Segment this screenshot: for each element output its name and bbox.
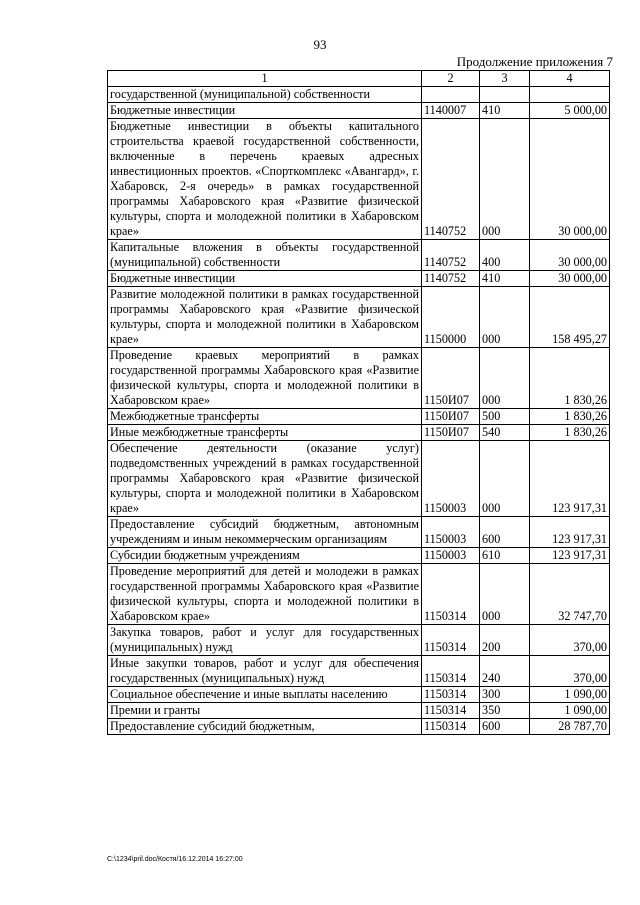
row-description: Иные закупки товаров, работ и услуг для обеспечения государственных (муниципальных) нужд — [108, 656, 422, 687]
row-description: Премии и гранты — [108, 703, 422, 719]
row-amount — [530, 87, 610, 103]
row-expense-type: 000 — [480, 119, 530, 240]
row-expense-type: 000 — [480, 564, 530, 625]
row-description: Обеспечение деятельности (оказание услуг) подведомственных учреждений в рамках государственной программы Хабаровского края «Развитие физической культуры, спорта и молодежной политики в Хабаровском крае» — [108, 441, 422, 517]
row-expense-type: 200 — [480, 625, 530, 656]
row-code: 1150314 — [422, 564, 480, 625]
row-expense-type: 000 — [480, 287, 530, 348]
table-row — [108, 119, 610, 240]
row-code: 1150000 — [422, 287, 480, 348]
table-row — [108, 103, 610, 119]
column-header: 2 — [422, 71, 480, 87]
row-code — [422, 87, 480, 103]
row-description: Бюджетные инвестиции в объекты капитального строительства краевой государственной собственности, включенные в перечень краевых адресных инвестиционных проектов. «Спорткомплекс «Авангард», г. Хабаровск, 2-я очередь» в рамках государственной программы Хабаровского края «Развитие физической культуры, спорта и молодежной политики в Хабаровском крае» — [108, 119, 422, 240]
row-amount: 28 787,70 — [530, 719, 610, 735]
row-amount: 1 830,26 — [530, 409, 610, 425]
row-expense-type: 610 — [480, 548, 530, 564]
row-description: Проведение мероприятий для детей и молодежи в рамках государственной программы Хабаровского края «Развитие физической культуры, спорта и молодежной политики в Хабаровском крае» — [108, 564, 422, 625]
row-description: Предоставление субсидий бюджетным, автономным учреждениям и иным некоммерческим организациям — [108, 517, 422, 548]
table-row — [108, 425, 610, 441]
row-amount: 5 000,00 — [530, 103, 610, 119]
table-row — [108, 625, 610, 656]
continuation-label: Продолжение приложения 7 — [456, 54, 613, 69]
row-expense-type: 000 — [480, 441, 530, 517]
column-header: 1 — [108, 71, 422, 87]
row-description: Предоставление субсидий бюджетным, — [108, 719, 422, 735]
row-expense-type: 300 — [480, 687, 530, 703]
row-amount: 123 917,31 — [530, 441, 610, 517]
table-row — [108, 271, 610, 287]
table-row — [108, 564, 610, 625]
row-amount: 1 090,00 — [530, 703, 610, 719]
row-expense-type: 410 — [480, 271, 530, 287]
row-description: Межбюджетные трансферты — [108, 409, 422, 425]
row-description: Социальное обеспечение и иные выплаты населению — [108, 687, 422, 703]
row-description: Бюджетные инвестиции — [108, 271, 422, 287]
row-amount: 158 495,27 — [530, 287, 610, 348]
row-code: 1150314 — [422, 719, 480, 735]
table-row — [108, 703, 610, 719]
row-code: 1150314 — [422, 656, 480, 687]
row-expense-type: 600 — [480, 719, 530, 735]
row-code: 1140752 — [422, 240, 480, 271]
row-code: 1150И07 — [422, 348, 480, 409]
row-amount: 370,00 — [530, 656, 610, 687]
page-number: 93 — [313, 37, 327, 52]
table-row — [108, 87, 610, 103]
row-amount: 370,00 — [530, 625, 610, 656]
row-code: 1140752 — [422, 271, 480, 287]
row-amount: 30 000,00 — [530, 119, 610, 240]
row-code: 1150И07 — [422, 409, 480, 425]
row-amount: 123 917,31 — [530, 517, 610, 548]
row-description: Субсидии бюджетным учреждениям — [108, 548, 422, 564]
row-code: 1150314 — [422, 625, 480, 656]
budget-table — [107, 70, 610, 735]
row-amount: 123 917,31 — [530, 548, 610, 564]
row-code: 1150314 — [422, 687, 480, 703]
row-amount: 1 090,00 — [530, 687, 610, 703]
table-row — [108, 719, 610, 735]
row-description: Капитальные вложения в объекты государственной (муниципальной) собственности — [108, 240, 422, 271]
row-amount: 32 747,70 — [530, 564, 610, 625]
table-row — [108, 548, 610, 564]
row-expense-type: 410 — [480, 103, 530, 119]
row-code: 1150И07 — [422, 425, 480, 441]
row-amount: 30 000,00 — [530, 240, 610, 271]
file-path-footer: C:\1234\pril.doc/Костя/16.12.2014 16:27:00 — [107, 856, 243, 863]
row-expense-type — [480, 87, 530, 103]
table-row — [108, 348, 610, 409]
column-header: 4 — [530, 71, 610, 87]
table-row — [108, 441, 610, 517]
table-row — [108, 240, 610, 271]
row-code: 1140007 — [422, 103, 480, 119]
table-row — [108, 687, 610, 703]
row-expense-type: 000 — [480, 348, 530, 409]
table-row — [108, 517, 610, 548]
column-header: 3 — [480, 71, 530, 87]
row-description: Иные межбюджетные трансферты — [108, 425, 422, 441]
row-expense-type: 540 — [480, 425, 530, 441]
row-code: 1150003 — [422, 517, 480, 548]
row-code: 1140752 — [422, 119, 480, 240]
row-amount: 30 000,00 — [530, 271, 610, 287]
table-header-row — [108, 71, 610, 87]
row-code: 1150003 — [422, 441, 480, 517]
table-row — [108, 409, 610, 425]
row-amount: 1 830,26 — [530, 348, 610, 409]
row-code: 1150314 — [422, 703, 480, 719]
row-expense-type: 400 — [480, 240, 530, 271]
row-code: 1150003 — [422, 548, 480, 564]
row-description: Развитие молодежной политики в рамках государственной программы Хабаровского края «Развитие физической культуры, спорта и молодежной политики в Хабаровском крае» — [108, 287, 422, 348]
row-description: Закупка товаров, работ и услуг для государственных (муниципальных) нужд — [108, 625, 422, 656]
row-expense-type: 240 — [480, 656, 530, 687]
table-row — [108, 656, 610, 687]
table-row — [108, 287, 610, 348]
row-expense-type: 350 — [480, 703, 530, 719]
row-description: государственной (муниципальной) собственности — [108, 87, 422, 103]
row-amount: 1 830,26 — [530, 425, 610, 441]
row-description: Проведение краевых мероприятий в рамках государственной программы Хабаровского края «Развитие физической культуры, спорта и молодежной политики в Хабаровском крае» — [108, 348, 422, 409]
row-expense-type: 500 — [480, 409, 530, 425]
row-description: Бюджетные инвестиции — [108, 103, 422, 119]
row-expense-type: 600 — [480, 517, 530, 548]
